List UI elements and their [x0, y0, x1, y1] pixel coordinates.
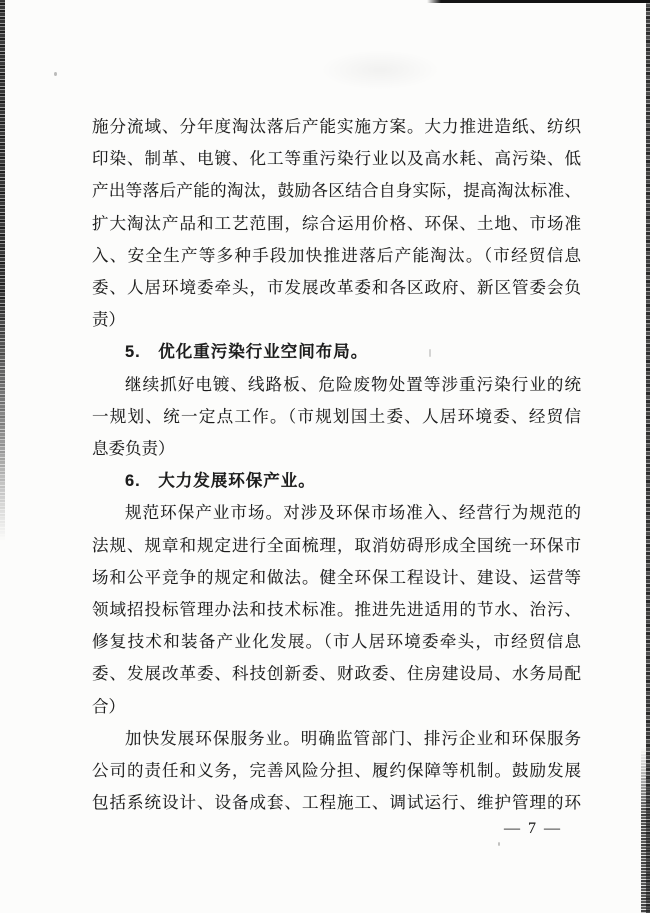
- text-line: 息委负责）: [92, 439, 175, 459]
- text-line: 场和公平竞争的规定和做法。健全环保工程设计、建设、运营等: [92, 567, 581, 587]
- text-line: 加快发展环保服务业。明确监管部门、排污企业和环保服务: [125, 728, 581, 748]
- scan-artifact-right-bottom-edge: [641, 748, 650, 913]
- text-line: 委、发展改革委、科技创新委、财政委、住房建设局、水务局配: [92, 664, 581, 684]
- scan-smudge: [320, 50, 440, 90]
- text-line: 合）: [92, 696, 125, 716]
- text-line: 产出等落后产能的淘汰，鼓励各区结合自身实际，提高淘汰标准、: [92, 181, 581, 201]
- text-line: 扩大淘汰产品和工艺范围，综合运用价格、环保、土地、市场准: [92, 213, 581, 233]
- text-line: 修复技术和装备产业化发展。（市人居环境委牵头，市经贸信息: [92, 632, 581, 652]
- text-line: 公司的责任和义务，完善风险分担、履约保障等机制。鼓励发展: [92, 761, 581, 781]
- text-line: 施分流域、分年度淘汰落后产能实施方案。大力推进造纸、纺织: [92, 117, 581, 136]
- text-line: 入、安全生产等多种手段加快推进落后产能淘汰。（市经贸信息: [92, 245, 581, 265]
- scan-speck: [498, 842, 500, 846]
- text-line: 领域招投标管理办法和技术标准。推进先进适用的节水、治污、: [92, 600, 581, 620]
- text-line: 法规、规章和规定进行全面梳理，取消妨碍形成全国统一环保市: [92, 535, 581, 555]
- text-line: 继续抓好电镀、线路板、危险废物处置等涉重污染行业的统: [125, 374, 581, 394]
- text-line: 委、人居环境委牵头，市发展改革委和各区政府、新区管委会负: [92, 278, 581, 298]
- scan-speck: [54, 72, 57, 76]
- text-line: 一规划、统一定点工作。（市规划国土委、人居环境委、经贸信: [92, 406, 581, 426]
- scan-artifact-left-edge: [0, 0, 5, 541]
- text-line: 责）: [92, 310, 125, 330]
- section-heading-6: 6. 大力发展环保产业。: [125, 472, 316, 491]
- document-body: [92, 111, 581, 819]
- text-line: 印染、制革、电镀、化工等重污染行业以及高水耗、高污染、低: [92, 149, 581, 169]
- text-line: 规范环保产业市场。对涉及环保市场准入、经营行为规范的: [125, 503, 581, 523]
- text-line: 包括系统设计、设备成套、工程施工、调试运行、维护管理的环: [92, 793, 581, 813]
- scan-artifact-top-line: [427, 0, 650, 3]
- page-number: — 7 —: [504, 820, 562, 837]
- section-heading-5: 5. 优化重污染行业空间布局。: [125, 343, 369, 362]
